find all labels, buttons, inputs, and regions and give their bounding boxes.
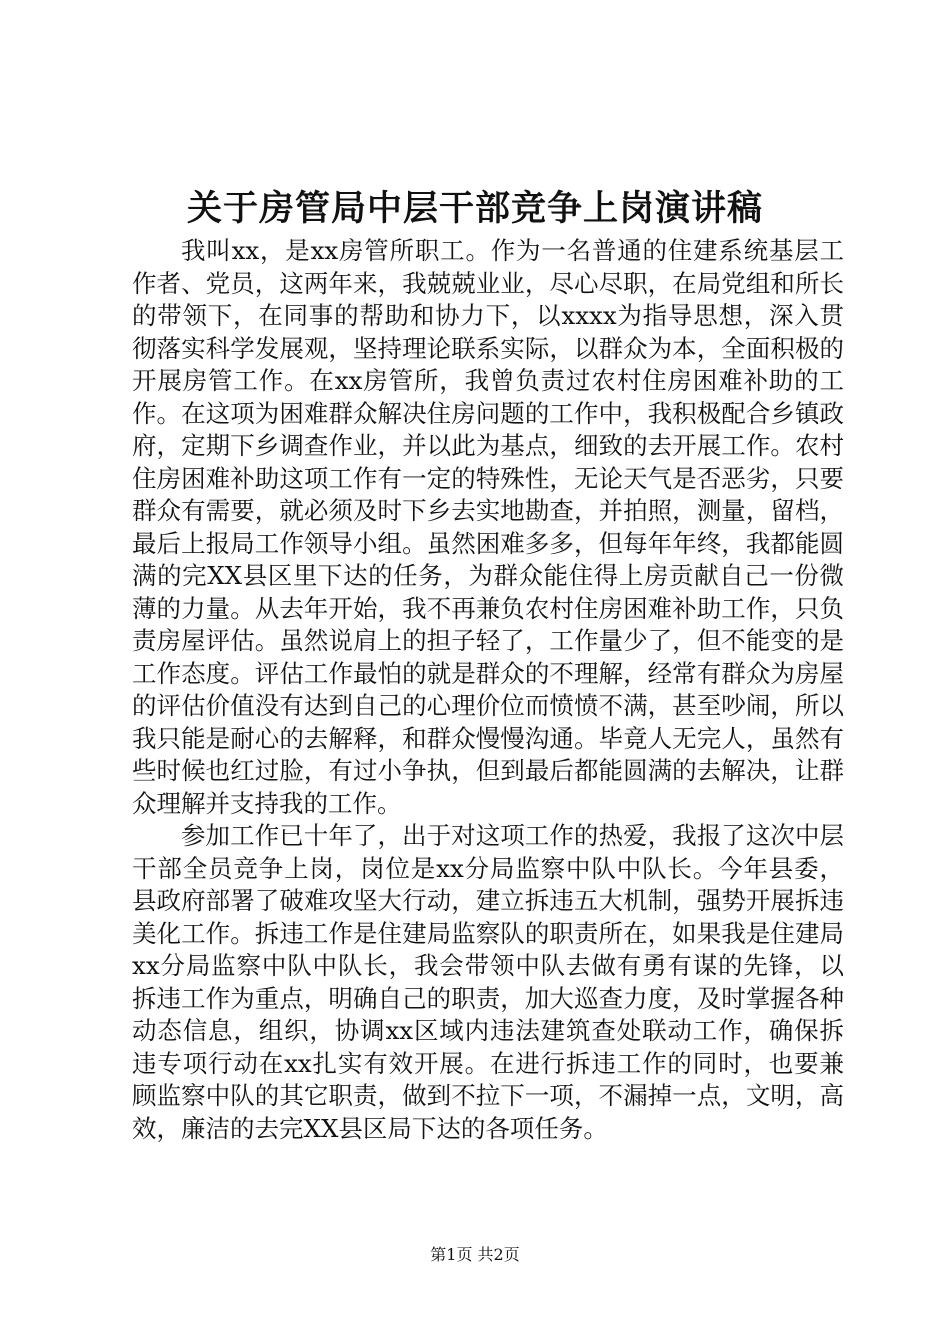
page-number-footer: 第1页 共2页 <box>430 1245 520 1264</box>
document-body <box>132 235 844 1145</box>
paragraph-2: 参加工作已十年了，出于对这项工作的热爱，我报了这次中层干部全员竞争上岗，岗位是xx分局监察中队中队长。今年县委，县政府部署了破难攻坚大行动，建立拆违五大机制，强势开展拆违美化工作。拆违工作是住建局监察队的职责所在，如果我是住建局xx分局监察中队中队长，我会带领中队去做有勇有谋的先锋，以拆违工作为重点，明确自己的职责，加大巡查力度，及时掌握各种动态信息，组织，协调xx区域内违法建筑查处联动工作，确保拆违专项行动在xx扎实有效开展。在进行拆违工作的同时，也要兼顾监察中队的其它职责，做到不拉下一项，不漏掉一点，文明，高效，廉洁的去完XX县区局下达的各项任务。 <box>132 821 844 1143</box>
paragraph-1: 我叫xx，是xx房管所职工。作为一名普通的住建系统基层工作者、党员，这两年来，我兢兢业业，尽心尽职，在局党组和所长的带领下，在同事的帮助和协力下，以xxxx为指导思想，深入贯彻落实科学发展观，坚持理论联系实际，以群众为本，全面积极的开展房管工作。在xx房管所，我曾负责过农村住房困难补助的工作。在这项为困难群众解决住房问题的工作中，我积极配合乡镇政府，定期下乡调查作业，并以此为基点，细致的去开展工作。农村住房困难补助这项工作有一定的特殊性，无论天气是否恶劣，只要群众有需要，就必须及时下乡去实地勘查，并拍照，测量，留档，最后上报局工作领导小组。虽然困难多多，但每年年终，我都能圆满的完XX县区里下达的任务，为群众能住得上房贡献自己一份微薄的力量。从去年开始，我不再兼负农村住房困难补助工作，只负责房屋评估。虽然说肩上的担子轻了，工作量少了，但不能变的是工作态度。评估工作最怕的就是群众的不理解，经常有群众为房屋的评估价值没有达到自己的心理价位而愤愤不满，甚至吵闹，所以我只能是耐心的去解释，和群众慢慢沟通。毕竟人无完人，虽然有些时候也红过脸，有过小争执，但到最后都能圆满的去解决，让群众理解并支持我的工作。 <box>132 236 844 818</box>
document-title: 关于房管局中层干部竞争上岗演讲稿 <box>186 188 763 229</box>
